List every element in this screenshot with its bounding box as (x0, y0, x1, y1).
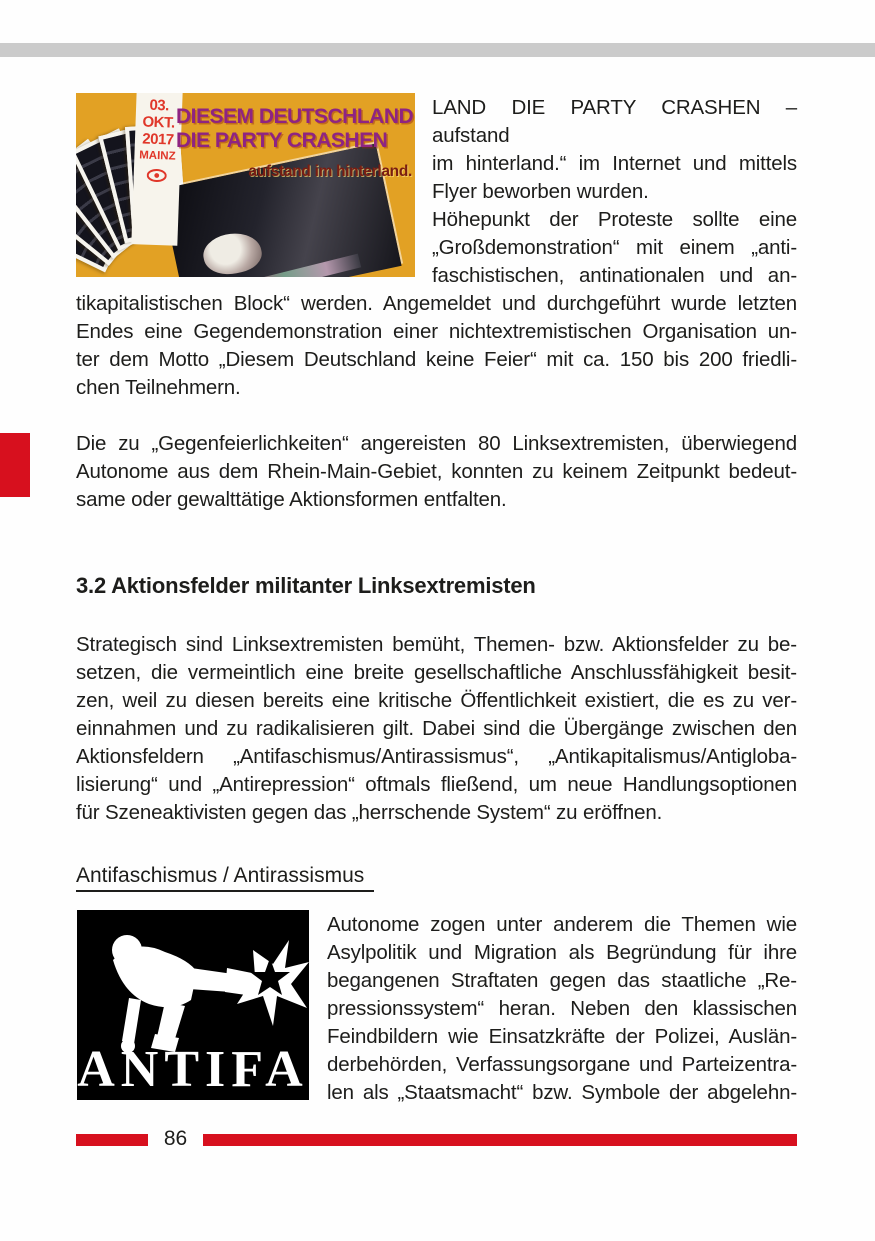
text-line: Autonome aus dem Rhein-Main-Gebiet, konnten zu keinem Zeitpunkt bedeut- (76, 460, 797, 483)
margin-red-marker (0, 433, 30, 497)
text-line: einnahmen und zu radikalisieren gilt. Dabei sind die Übergänge zwischen den (76, 717, 797, 740)
text-line: Endes eine Gegendemonstration einer nichtextremistischen Organisation un- (76, 320, 797, 343)
text-line: Flyer beworben wurden. (432, 180, 649, 203)
paragraph-autonome (327, 911, 797, 1107)
text-line: lisierung“ und „Antirepression“ oftmals fließend, um neue Handlungsoptionen (76, 773, 797, 796)
subsection-heading (76, 864, 797, 892)
text-line: Die zu „Gegenfeierlichkeiten“ angereisten 80 Linksextremisten, überwiegend (76, 432, 797, 455)
text-line: pressionssystem“ heran. Neben den klassischen (327, 997, 797, 1020)
text-line: Aktionsfeldern „Antifaschismus/Antirassismus“, „Antikapitalismus/Antigloba- (76, 745, 797, 768)
text-line: für Szeneaktivisten gegen das „herrschende System“ zu eröffnen. (76, 801, 663, 824)
paragraph-intro-continued (432, 94, 797, 206)
paragraph-hoehepunkt (432, 206, 797, 290)
text-line: len als „Staatsmacht“ bzw. Symbole der abgelehn- (327, 1081, 797, 1104)
flyer-city: MAINZ (139, 149, 176, 163)
antifa-logo-image (77, 910, 309, 1100)
footer-rule-right (203, 1134, 797, 1146)
flyer-date-day: 03. (149, 96, 170, 115)
text-line: Asylpolitik und Migration als Begründung für ihre (327, 941, 797, 964)
flyer-date-year: 2017 (142, 130, 174, 149)
section-heading: 3.2 Aktionsfelder militanter Linksextremisten (76, 573, 536, 598)
flyer-date-month: OKT. (142, 113, 175, 132)
flyer-subline: aufstand im hinterland. (248, 163, 412, 180)
text-line: ter dem Motto „Diesem Deutschland keine Feier“ mit ca. 150 bis 200 friedli- (76, 348, 797, 371)
top-separator-bar (0, 43, 875, 57)
flyer-image (76, 93, 415, 277)
paragraph-gegenfeierlichkeiten (76, 430, 797, 514)
text-line: begangenen Straftaten gegen das staatliche „Re- (327, 969, 797, 992)
subsection-heading-text: Antifaschismus / Antirassismus (76, 864, 374, 892)
flyer-headline-line1: DIESEM DEUTSCHLAND (176, 105, 414, 128)
text-line: „Großdemonstration“ mit einem „anti- (432, 236, 797, 259)
antifa-logo-text: ANTIFA (77, 1041, 309, 1098)
paragraph-hoehepunkt-continued (76, 290, 797, 402)
text-line: Strategisch sind Linksextremisten bemüht, Themen- bzw. Aktionsfelder zu be- (76, 633, 797, 656)
text-line: Feindbildern wie Einsatzkräfte der Polizei, Auslän- (327, 1025, 797, 1048)
text-line: same oder gewalttätige Aktionsformen entfalten. (76, 488, 507, 511)
text-line: zen, weil zu diesen bereits eine kritische Öffentlichkeit existiert, die es zu ver- (76, 689, 797, 712)
flyer-photo-figure (200, 228, 265, 277)
text-line: LAND DIE PARTY CRASHEN – aufstand (432, 96, 797, 147)
text-line: im hinterland.“ im Internet und mittels (432, 152, 797, 175)
paragraph-strategisch (76, 631, 797, 827)
flyer-headline-line2: DIE PARTY CRASHEN (176, 129, 388, 152)
text-line: tikapitalistischen Block“ werden. Angemeldet und durchgeführt wurde letzten (76, 292, 797, 315)
text-line: Autonome zogen unter anderem die Themen wie (327, 913, 797, 936)
flyer-headline (176, 105, 415, 153)
footer-rule-left (76, 1134, 148, 1146)
page-number: 86 (163, 1127, 188, 1150)
text-line: setzen, die vermeintlich eine breite gesellschaftliche Anschlussfähigkeit besit- (76, 661, 797, 684)
text-line: chen Teilnehmern. (76, 376, 241, 399)
text-line: Höhepunkt der Proteste sollte eine (432, 208, 797, 231)
text-line: faschistischen, antinationalen und an- (432, 264, 797, 287)
text-line: derbehörden, Verfassungsorgane und Parteizentra- (327, 1053, 797, 1076)
